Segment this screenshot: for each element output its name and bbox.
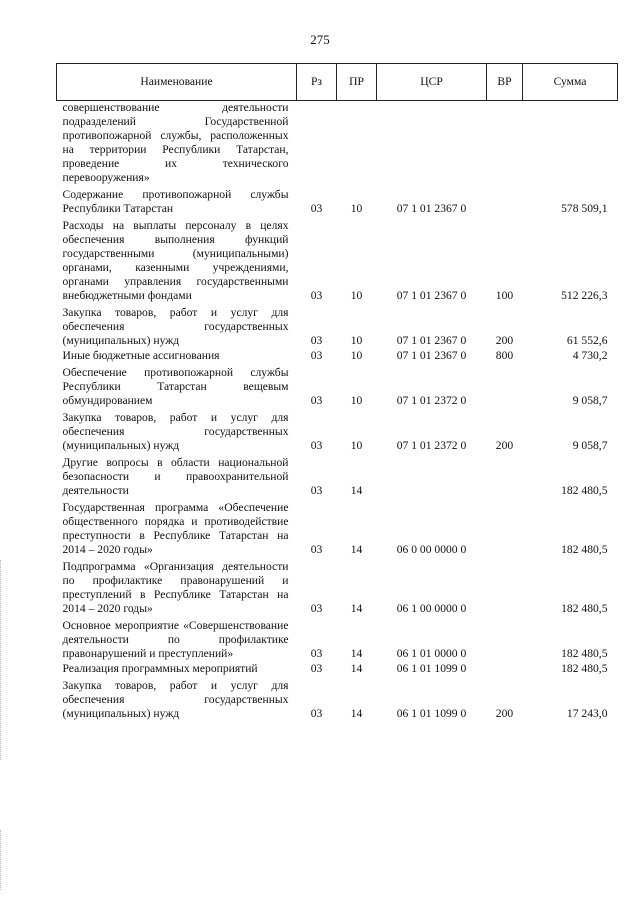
cell-rz: [297, 101, 337, 187]
cell-name: Закупка товаров, работ и услуг для обеспечения государственных (муниципальных) нужд: [62, 679, 289, 720]
table-row: [57, 499, 618, 558]
budget-table: [56, 63, 618, 722]
margin-scan-line-lower: [0, 830, 7, 890]
cell-vr: [487, 558, 523, 617]
cell-sum: 61 552,6: [566, 334, 608, 347]
cell-name: Содержание противопожарной службы Республики Татарстан: [62, 188, 289, 215]
cell-csr: 07 1 01 2367 0: [396, 202, 467, 215]
cell-csr: 06 1 01 0000 0: [396, 647, 467, 660]
table-row: [57, 364, 618, 409]
cell-vr: [487, 101, 523, 187]
cell-sum: 17 243,0: [566, 707, 608, 720]
cell-name: Другие вопросы в области национальной безопасности и правоохранительной деятельности: [62, 456, 289, 497]
cell-csr: [377, 101, 487, 187]
column-header-name: Наименование: [57, 64, 297, 101]
cell-name: Реализация программных мероприятий: [62, 662, 258, 675]
cell-vr: [487, 499, 523, 558]
cell-name: Расходы на выплаты персоналу в целях обеспечения выполнения функций государственными (муниципальными) органами, казенными учреждениями, органами управления государственными внебюджетными фондами: [62, 219, 289, 302]
column-header-rz: Рз: [297, 64, 337, 101]
cell-rz: 03: [310, 202, 323, 215]
cell-sum: 4 730,2: [572, 349, 608, 362]
cell-rz: 03: [310, 439, 323, 452]
cell-sum: 578 509,1: [561, 202, 608, 215]
table-row: [57, 558, 618, 617]
cell-rz: 03: [310, 602, 323, 615]
cell-csr: 07 1 01 2372 0: [396, 394, 467, 407]
table-row: [57, 409, 618, 454]
cell-pr: 10: [350, 202, 363, 215]
cell-vr: 200: [495, 334, 514, 347]
cell-name: Закупка товаров, работ и услуг для обеспечения государственных (муниципальных) нужд: [62, 306, 289, 347]
cell-sum: 512 226,3: [561, 289, 608, 302]
cell-pr: 10: [350, 439, 363, 452]
cell-vr: [487, 186, 523, 217]
cell-vr: [487, 454, 523, 499]
cell-name: Основное мероприятие «Совершенствование деятельности по профилактике правонарушений и преступлений»: [62, 619, 289, 660]
cell-name: Иные бюджетные ассигнования: [62, 349, 220, 362]
table-row: [57, 617, 618, 662]
column-header-sum: Сумма: [523, 64, 618, 101]
table-body: [57, 101, 618, 723]
cell-pr: 14: [350, 543, 363, 556]
cell-csr: 06 0 00 0000 0: [396, 543, 467, 556]
table-row: [57, 677, 618, 722]
cell-rz: 03: [310, 349, 323, 362]
cell-vr: 200: [495, 439, 514, 452]
cell-sum: 9 058,7: [572, 439, 608, 452]
column-header-pr: ПР: [337, 64, 377, 101]
table-row: [57, 349, 618, 364]
cell-csr: 06 1 01 1099 0: [396, 662, 467, 675]
cell-name: Закупка товаров, работ и услуг для обеспечения государственных (муниципальных) нужд: [62, 411, 289, 452]
cell-rz: 03: [310, 647, 323, 660]
cell-pr: 14: [350, 707, 363, 720]
cell-pr: 14: [350, 484, 363, 497]
cell-pr: 10: [350, 289, 363, 302]
cell-csr: 07 1 01 2372 0: [396, 439, 467, 452]
cell-pr: 14: [350, 662, 363, 675]
cell-sum: 182 480,5: [561, 484, 608, 497]
table-header-row: [57, 64, 618, 101]
cell-rz: 03: [310, 662, 323, 675]
cell-csr: 07 1 01 2367 0: [396, 334, 467, 347]
cell-csr: 06 1 01 1099 0: [396, 707, 467, 720]
cell-name: совершенствование деятельности подразделений Государственной противопожарной службы, расположенных на территории Республики Татарстан, проведение их технического перевооружения»: [62, 101, 289, 184]
cell-csr: 07 1 01 2367 0: [396, 349, 467, 362]
column-header-csr: ЦСР: [377, 64, 487, 101]
cell-pr: 10: [350, 334, 363, 347]
cell-csr: 07 1 01 2367 0: [396, 289, 467, 302]
cell-sum: 182 480,5: [561, 543, 608, 556]
cell-rz: 03: [310, 394, 323, 407]
cell-csr: [377, 454, 487, 499]
cell-pr: 10: [350, 349, 363, 362]
cell-rz: 03: [310, 484, 323, 497]
cell-pr: 14: [350, 647, 363, 660]
cell-name: Государственная программа «Обеспечение общественного порядка и противодействие преступности в Республике Татарстан на 2014 – 2020 годы»: [62, 501, 289, 556]
table-row: [57, 101, 618, 187]
cell-rz: 03: [310, 707, 323, 720]
table-row: [57, 217, 618, 304]
cell-rz: 03: [310, 334, 323, 347]
cell-sum: 9 058,7: [572, 394, 608, 407]
cell-pr: 14: [350, 602, 363, 615]
cell-vr: 200: [495, 707, 514, 720]
column-header-vr: ВР: [487, 64, 523, 101]
cell-name: Подпрограмма «Организация деятельности по профилактике правонарушений и преступлений в Республике Татарстан на 2014 – 2020 годы»: [62, 560, 289, 615]
cell-sum: 182 480,5: [561, 647, 608, 660]
cell-rz: 03: [310, 543, 323, 556]
table-row: [57, 454, 618, 499]
table-row: [57, 186, 618, 217]
cell-rz: 03: [310, 289, 323, 302]
cell-csr: 06 1 00 0000 0: [396, 602, 467, 615]
cell-vr: 800: [495, 349, 514, 362]
cell-pr: [337, 101, 377, 187]
cell-sum: 182 480,5: [561, 602, 608, 615]
cell-vr: 100: [495, 289, 514, 302]
cell-name: Обеспечение противопожарной службы Республики Татарстан вещевым обмундированием: [62, 366, 289, 407]
table-row: [57, 662, 618, 677]
margin-scan-line: [0, 560, 7, 760]
table-row: [57, 304, 618, 349]
cell-pr: 10: [350, 394, 363, 407]
cell-vr: [487, 364, 523, 409]
cell-sum: [523, 101, 618, 187]
page-number: 275: [310, 32, 330, 47]
cell-vr: [487, 617, 523, 662]
cell-vr: [487, 662, 523, 677]
cell-sum: 182 480,5: [561, 662, 608, 675]
